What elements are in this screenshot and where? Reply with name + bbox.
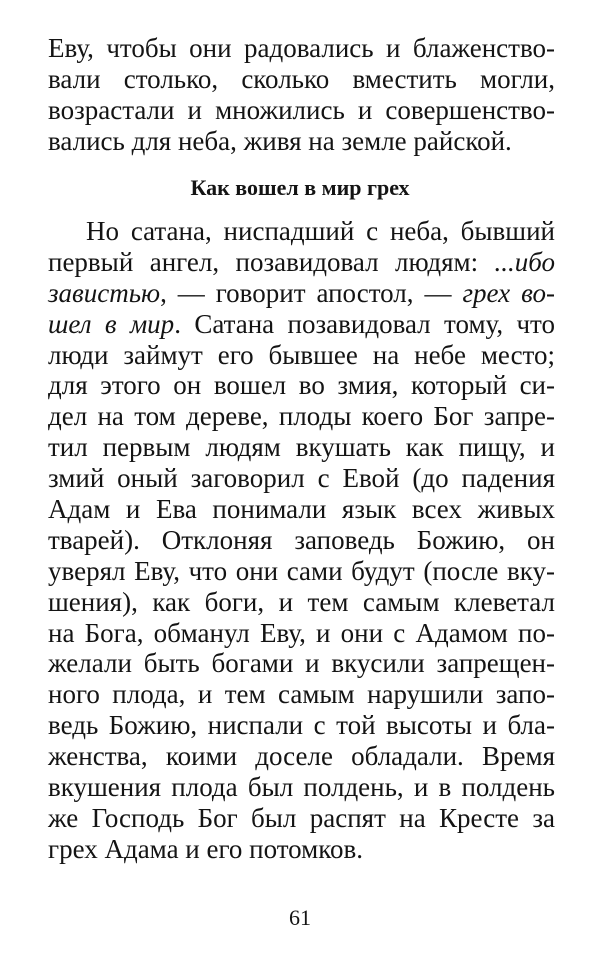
text-run: Но сатана, ниспадший с неба, бывший: [86, 216, 555, 246]
text-run: вкушения плода был полдень, и в полдень: [48, 772, 555, 803]
text-run: желали быть богами и вкусили запрещен-: [48, 648, 555, 679]
text-run: на Бога, обманул Еву, и они с Адамом по-: [48, 617, 555, 648]
text-run: змий оный заговорил с Евой (до падения: [48, 463, 555, 494]
italic-run: грех во-: [462, 277, 555, 308]
italic-run: шел в мир: [48, 308, 175, 339]
text-line: [48, 309, 555, 340]
text-line: [48, 370, 555, 401]
text-line: [48, 278, 555, 309]
paragraph-main: [48, 216, 555, 865]
text-run: же Господь Бог был распят на Кресте за: [48, 802, 555, 833]
text-line: [48, 432, 555, 463]
text-run: ведь Божию, ниспали с той высоты и бла-: [48, 710, 555, 741]
text-line: возрастали и множились и совершенство-: [48, 94, 555, 125]
text-line: вали столько, сколько вместить могли,: [48, 63, 555, 94]
text-line: [48, 679, 555, 710]
text-line: [48, 741, 555, 772]
text-line: [48, 340, 555, 371]
text-run: , — говорит апостол, —: [160, 277, 463, 308]
text-line: [48, 710, 555, 741]
text-line: [48, 463, 555, 494]
text-run: шения), как боги, и тем самым клеветал: [48, 586, 555, 617]
text-run: тварей). Отклоняя заповедь Божию, он: [48, 524, 555, 555]
text-run: тил первым людям вкушать как пищу, и: [48, 432, 555, 463]
text-run: уверял Еву, что они сами будут (после вку-: [48, 555, 555, 586]
text-line: [48, 216, 555, 247]
text-line: [48, 525, 555, 556]
text-line: [48, 247, 555, 278]
text-line: [48, 803, 555, 834]
section-heading: Как вошел в мир грех: [190, 175, 410, 200]
page-number: 61: [289, 905, 311, 930]
text-run: грех Адама и его потомков.: [48, 833, 363, 864]
text-line: вались для неба, живя на земле райской.: [48, 125, 512, 156]
text-run: для этого он вошел во змия, который си-: [48, 370, 555, 401]
text-line: [48, 587, 555, 618]
text-line: Еву, чтобы они радовались и блаженство-: [48, 33, 555, 63]
text-line: [48, 556, 555, 587]
text-run: дел на том дереве, плоды коего Бог запре-: [48, 401, 555, 432]
paragraph-continuation: [48, 33, 555, 157]
text-run: Адам и Ева понимали язык всех живых: [48, 494, 555, 525]
text-run: люди займут его бывшее на небе место;: [48, 339, 555, 370]
text-line: [48, 772, 555, 803]
text-line: [48, 834, 555, 865]
text-run: первый ангел, позавидовал людям:: [48, 246, 495, 277]
italic-run: завистью: [48, 277, 161, 308]
text-line: [48, 401, 555, 432]
text-line: [48, 494, 555, 525]
italic-run: ...ибо: [494, 246, 555, 277]
text-run: женства, коими доселе обладали. Время: [48, 741, 555, 772]
text-run: ного плода, и тем самым нарушили запо-: [48, 679, 555, 710]
text-line: [48, 618, 555, 649]
text-run: . Сатана позавидовал тому, что: [174, 308, 556, 339]
text-line: [48, 648, 555, 679]
